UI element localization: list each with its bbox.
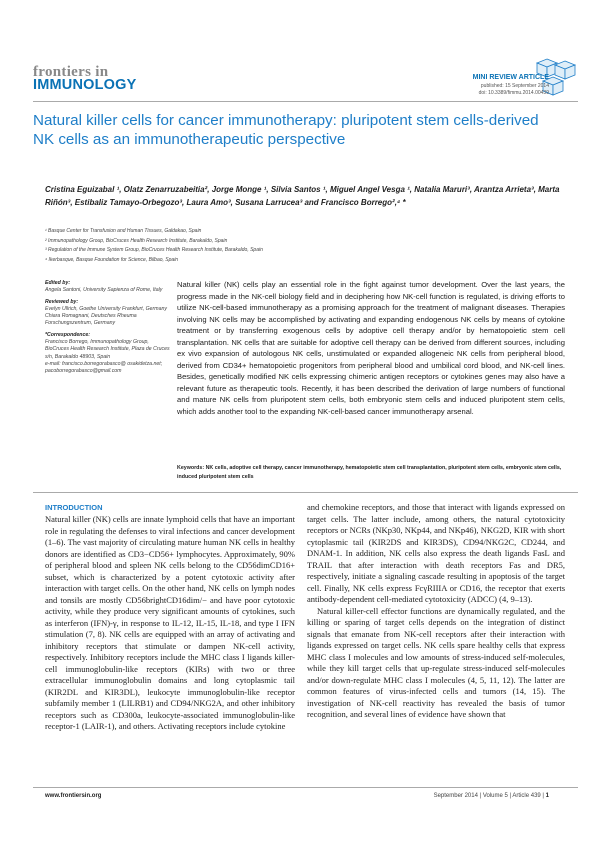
author-list: Cristina Eguizabal ¹, Olatz Zenarruzabeitia², Jorge Monge ¹, Silvia Santos ¹, Miguel Angel Vesga ¹, Natalia Maruri³, Arantza Arrieta³, Marta Riñón³, Estibaliz Tamayo-Orbegozo³, Laura Amo³, Susana Larrucea³ and Francisco Borrego²,⁴ * xyxy=(45,185,560,207)
keywords-list: NK cells, adoptive cell therapy, cancer immunotherapy, hematopoietic stem cell transplantation, pluripotent stem cells, embryonic stem cells, induced pluripotent stem cells xyxy=(177,465,562,480)
affiliation: ⁴ Ikerbasque, Basque Foundation for Science, Bilbao, Spain xyxy=(45,256,179,263)
paragraph: Natural killer (NK) cells are innate lymphoid cells that have an important role in regulating the defenses to viral infections and cancer development (1–6). The vast majority of circulating mature human NK cells in healthy donors are identified as CD3−CD56+ lymphocytes. Approximately, 90% of peripheral blood and spleen NK cells belong to the CD56dimCD16+ subset, which is characterized by a potent cytotoxic activity after interaction with target cells. On the other hand, NK cells on lymph nodes and tonsils are mostly CD56brightCD16dim/− and have poor cytotoxic activity, while they produce very significant amounts of cytokines, such as interferon (IFN)-γ, in response to IL-12, IL-15, IL-18, and type I IFN stimulation (7, 8). NK cells are equipped with an array of activating and inhibitory receptors that stimulate or dampen NK-cell activity, respectively. Inhibitory receptors include the MHC class I ligands killer-cell immunoglobulin-like receptors (KIRs) with two or three extracellular immunoglobulin domains and long cytoplasmic tail (KIR2DL and KIR3DL), leukocyte immunoglobulin-like receptor subfamily member 1 (LILRB1) and CD94/NKG2A, and other inhibitory receptors such as CD300a, leukocyte-associated immunoglobulin-like receptor-1 (LAIR-1), and others. Activating receptors include cytokine xyxy=(45,514,295,731)
body-column-left xyxy=(45,514,295,733)
doi: doi: 10.3389/fimmu.2014.00439 xyxy=(478,89,549,96)
correspondence-address: Francisco Borrego, Immunopathology Group, BioCruces Health Research Institute, Plaza de Cruces s/n, Barakaldo 48903, Spain xyxy=(45,339,170,360)
abstract: Natural killer (NK) cells play an essential role in the fight against tumor development. Over the last years, the progress made in the NK-cell biology field and in deciphering how NK-cell function is regulated, is driving efforts to utilize NK-cell-based immunotherapy as a promising approach for the treatment of malignant diseases. Therapies involving NK cells may be accomplished by activating and expanding endogenous NK cells by means of cytokine treatment or by transferring exogenous cells by adoptive cell therapy and/or by hematopoietic stem cell transplantation. NK cells that are suitable for adoptive cell therapy can be derived from different sources, including ex vivo expansion of autologous NK cells, unstimulated or expanded allogeneic NK cells from peripheral blood, derived from CD34+ hematopoietic progenitors from peripheral blood and umbilical cord blood, and NK-cell lines. Besides, genetically modified NK cells expressing chimeric antigen receptors or cytokines genes may also have a relevant future as therapeutic tools. Recently, it has been described the derivation of large numbers of functional and mature NK cells from pluripotent stem cells, both embryonic stem cells and induced pluripotent stem cells, which adds another tool to the expanding NK-cell-based cancer immunotherapy arsenal. xyxy=(177,280,565,416)
section-divider xyxy=(33,492,578,493)
footer-issue xyxy=(434,793,549,799)
footer-url[interactable]: www.frontiersin.org xyxy=(45,793,102,799)
reviewed-by-label: Reviewed by: xyxy=(45,298,79,305)
keywords-label: Keywords: xyxy=(177,465,205,471)
affiliation: ² Immunopathology Group, BioCruces Health Research Institute, Barakaldo, Spain xyxy=(45,237,228,244)
header-divider xyxy=(33,101,578,102)
editor-name: Angela Santoni, University Sapienza of Rome, Italy xyxy=(45,287,163,294)
affiliation: ³ Regulation of the Immune System Group, BioCruces Health Research Institute, Barakaldo, Spain xyxy=(45,247,263,253)
paragraph: and chemokine receptors, and those that interact with ligands expressed on target cells. The latter include, among others, the natural cytotoxicity receptors or NCRs (NKp30, NKp44, and NKp46), NKG2D, KIR with short cytoplasmic tail (KIR2DS and KIR3DS), CD94/NKG2C, CD244, and DNAM-1. In addition, NK cells also express the death ligands FasL and TRAIL that after interaction with death receptors Fas and DR5, respectively, initiate a signaling cascade resulting in apoptosis of the target cell. Finally, NK cells express FcγRIIIA or CD16, the receptor that exerts antibody-dependent cell-mediated cytotoxicity (ADCC) (4, 9–13). xyxy=(307,502,565,604)
section-heading: INTRODUCTION xyxy=(45,503,103,512)
article-type: MINI REVIEW ARTICLE xyxy=(472,74,549,81)
issue-info: September 2014 | Volume 5 | Article 439 | xyxy=(433,793,544,799)
reviewer-name: Evelyn Ullrich, Goethe University Frankfurt, Germany xyxy=(45,305,167,312)
edited-by-label: Edited by: xyxy=(45,280,71,286)
affiliations xyxy=(45,227,545,265)
publication-info xyxy=(479,83,549,96)
correspondence-label: *Correspondence: xyxy=(45,331,90,338)
reviewer-name: Chiara Romagnani, Deutsches Rheuma Forschungszentrum, Germany xyxy=(45,313,137,327)
journal-logo-line1: frontiers in xyxy=(33,64,109,80)
footer-divider xyxy=(33,787,578,788)
article-title: Natural killer cells for cancer immunotherapy: pluripotent stem cells-derived NK cells as an immunotherapeutic perspective xyxy=(33,112,539,148)
paragraph: Natural killer-cell effector functions are dynamically regulated, and the killing or sparing of target cells depends on the integration of distinct signals that emanate from NK-cell receptors after their interaction with ligands expressed on target cells. NK cells spare healthy cells that express MHC class I molecules and low amounts of stress-induced self-molecules, while they kill target cells that up-regulate stress-induced self-molecules and/or down-regulate MHC class I molecules (4, 5, 11, 12). The latter are common features of virus-infected cells and tumors (14, 15). The investigation of NK-cell reactivity has revealed the basis of tumor recognition, and several lines of evidence have shown that xyxy=(307,605,565,719)
keywords xyxy=(177,464,565,481)
body-column-right xyxy=(307,502,565,721)
correspondence-email[interactable]: e-mail: francisco.borregorabasco@ osakidetza.net; pacoborregorabasco@gmail.com xyxy=(45,360,163,375)
published-date: published: 15 September 2014 xyxy=(480,83,549,89)
journal-logo-line2: IMMUNOLOGY xyxy=(33,77,137,93)
affiliation: ¹ Basque Center for Transfusion and Human Tissues, Galdakao, Spain xyxy=(45,228,202,234)
editorial-sidebar xyxy=(45,280,173,376)
page-number: 1 xyxy=(545,793,549,799)
